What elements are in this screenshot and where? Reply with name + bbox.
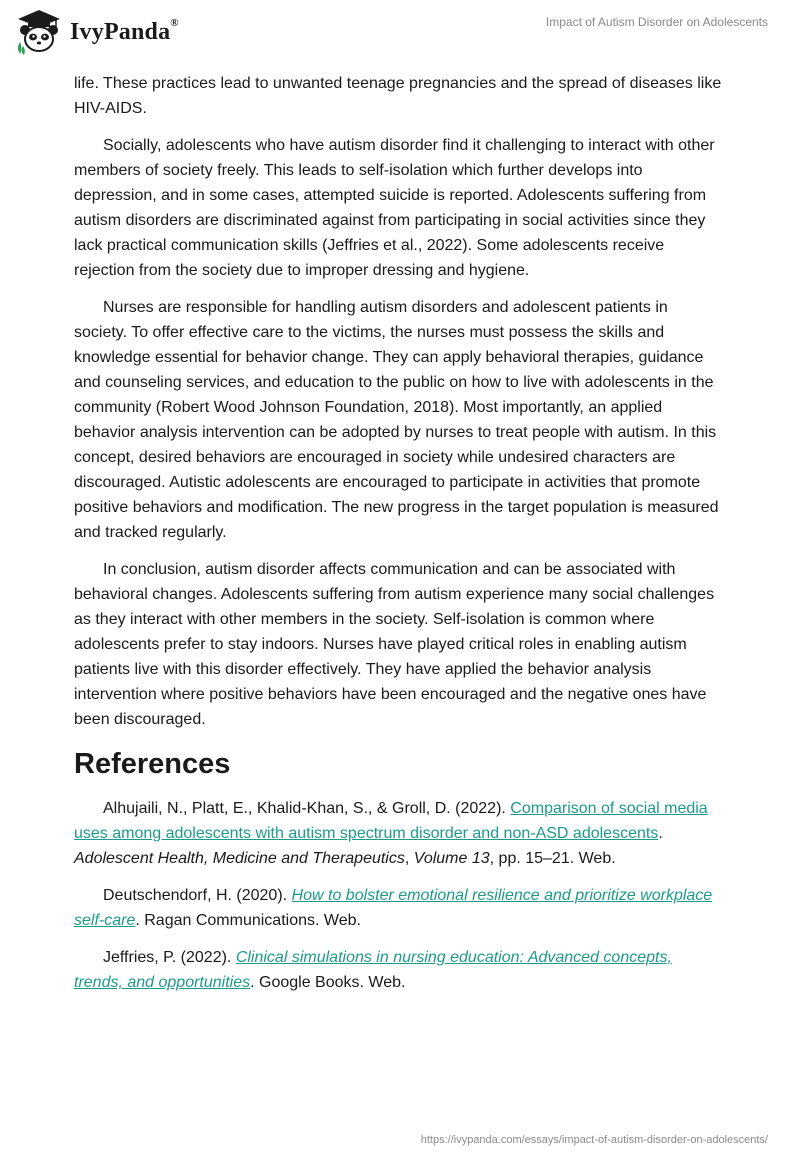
panda-graduate-icon	[14, 8, 64, 56]
reference-authors: Alhujaili, N., Platt, E., Khalid-Khan, S., & Groll, D. (2022).	[103, 800, 511, 817]
reference-link[interactable]: How to bolster emotional resilience and prioritize workplace self-care	[74, 887, 713, 929]
reference-journal: Adolescent Health, Medicine and Therapeutics	[74, 850, 405, 867]
reference-item	[74, 796, 724, 871]
paragraph-conclusion: In conclusion, autism disorder affects communication and can be associated with behavioral changes. Adolescents suffering from autism experience many social challenges as they interact with other members in the society. Self-isolation is common where adolescents prefer to stay indoors. Nurses have played critical roles in enabling autism patients live with this disorder effectively. They have applied the behavior analysis intervention where positive behaviors have been encouraged and the negative ones have been discouraged.	[74, 561, 715, 728]
source-url[interactable]: https://ivypanda.com/essays/impact-of-autism-disorder-on-adolescents/	[420, 1134, 768, 1146]
reference-volume: Volume 13	[413, 850, 490, 867]
reference-link[interactable]: Comparison of social media uses among adolescents with autism spectrum disorder and non-ASD adolescents	[74, 800, 708, 842]
reference-item	[74, 883, 724, 933]
brand-name: IvyPanda®	[70, 16, 179, 45]
reference-link[interactable]: Clinical simulations in nursing education: Advanced concepts, trends, and opportunities	[74, 949, 672, 991]
reference-tail: . Ragan Communications. Web.	[135, 912, 361, 929]
reference-authors: Jeffries, P. (2022).	[103, 949, 236, 966]
reference-tail: , pp. 15–21. Web.	[489, 850, 616, 867]
reference-authors: Deutschendorf, H. (2020).	[103, 887, 292, 904]
reference-separator: .	[658, 825, 663, 842]
essay-body	[74, 71, 724, 1007]
reference-comma: ,	[404, 850, 414, 867]
paragraph-nurses: Nurses are responsible for handling autism disorders and adolescent patients in society. To offer effective care to the victims, the nurses must possess the skills and knowledge essential for behavior change. They can apply behavioral therapies, guidance and counseling services, and education to the public on how to live with adolescents in the community (Robert Wood Johnson Foundation, 2018). Most importantly, an applied behavior analysis intervention can be adopted by nurses to treat people with autism. In this concept, desired behaviors are encouraged in society while undesired characters are discouraged. Autistic adolescents are encouraged to participate in activities that promote positive behaviors and modification. The new progress in the target population is measured and tracked regularly.	[74, 299, 719, 541]
paragraph-social: Socially, adolescents who have autism disorder find it challenging to interact with other members of society freely. This leads to self-isolation which further develops into depression, and in some cases, attempted suicide is reported. Adolescents suffering from autism disorders are discriminated against from participating in social activities since they lack practical communication skills (Jeffries et al., 2022). Some adolescents receive rejection from the society due to improper dressing and hygiene.	[74, 137, 715, 279]
references-heading: References	[74, 748, 231, 780]
registered-mark: ®	[170, 16, 179, 29]
paragraph-continuation: life. These practices lead to unwanted teenage pregnancies and the spread of diseases like HIV-AIDS.	[74, 75, 722, 117]
reference-item	[74, 945, 724, 995]
reference-tail: . Google Books. Web.	[250, 974, 406, 991]
page-header	[0, 0, 800, 70]
document-title: Impact of Autism Disorder on Adolescents	[545, 15, 768, 29]
ivypanda-logo[interactable]	[14, 8, 179, 56]
